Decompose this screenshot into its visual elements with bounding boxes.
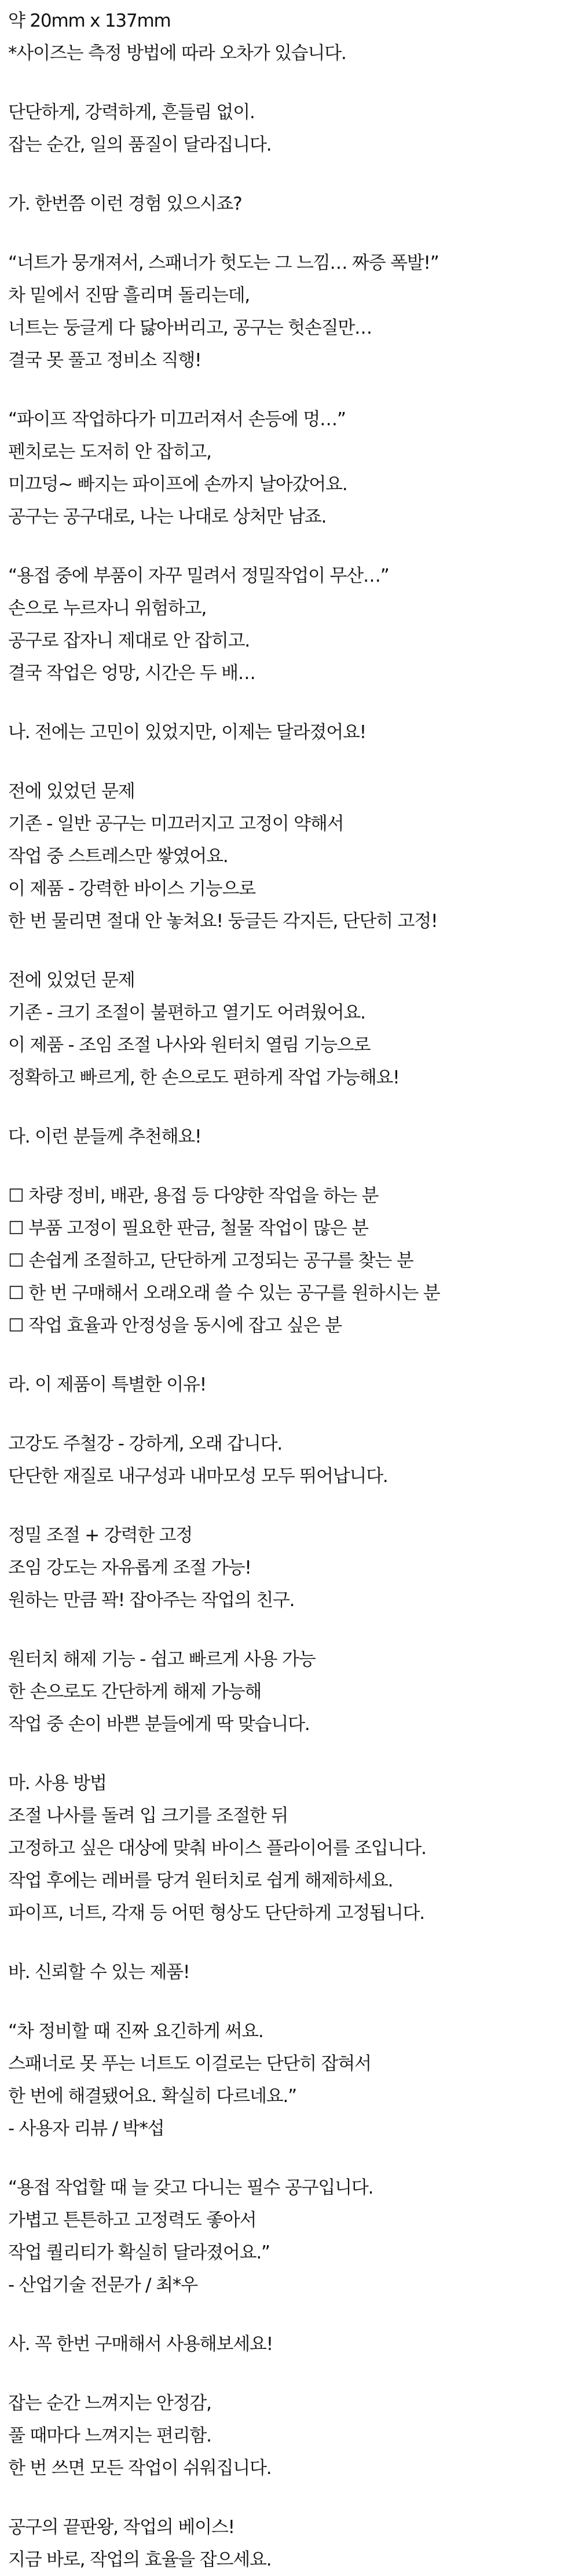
- paragraph-spacer: [8, 1617, 571, 1643]
- text-line: 다. 이런 분들께 추천해요!: [8, 1126, 201, 1147]
- text-line: 전에 있었던 문제: [8, 781, 135, 802]
- text-block-recommend-list: [8, 1180, 571, 1342]
- text-line: 정확하고 빠르게, 한 손으로도 편하게 작업 가능해요!: [8, 1067, 400, 1088]
- text-line: 한 번 물리면 절대 안 놓쳐요! 둥글든 각지든, 단단히 고정!: [8, 911, 438, 932]
- text-line: “용접 중에 부품이 자꾸 밀려서 정밀작업이 무산…”: [8, 565, 389, 586]
- text-block-experience-1: [8, 247, 571, 377]
- paragraph-spacer: [8, 1401, 571, 1428]
- text-line: 공구의 끝판왕, 작업의 베이스!: [8, 2517, 234, 2538]
- text-line: 한 번 쓰면 모든 작업이 쉬워집니다.: [8, 2458, 272, 2479]
- text-block-closing-1: [8, 2387, 571, 2484]
- paragraph-spacer: [8, 1929, 571, 1956]
- paragraph-spacer: [8, 689, 571, 716]
- text-line: 펜치로는 도저히 안 잡히고,: [8, 442, 211, 462]
- text-line: 이 제품 - 조임 조절 나사와 원터치 열림 기능으로: [8, 1035, 371, 1056]
- text-line: 가. 한번쯤 이런 경험 있으시죠?: [8, 194, 242, 214]
- text-block-review-1: [8, 2015, 571, 2145]
- product-description-document: [8, 5, 571, 2576]
- text-line: “용접 작업할 때 늘 갖고 다니는 필수 공구입니다.: [8, 2177, 373, 2198]
- text-line: 마. 사용 방법: [8, 1773, 107, 1794]
- text-block-experience-2: [8, 403, 571, 533]
- text-line: “차 정비할 때 진짜 요긴하게 써요.: [8, 2021, 263, 2042]
- text-block-section-d-heading: [8, 1369, 571, 1401]
- text-block-review-2: [8, 2172, 571, 2301]
- paragraph-spacer: [8, 1741, 571, 1767]
- text-block-section-f-heading: [8, 1956, 571, 1988]
- paragraph-spacer: [8, 1493, 571, 1519]
- text-line: 기존 - 크기 조절이 불편하고 열기도 어려웠어요.: [8, 1002, 365, 1023]
- text-line: 단단하게, 강력하게, 흔들림 없이.: [8, 102, 255, 123]
- text-line: 단단한 재질로 내구성과 내마모성 모두 뛰어납니다.: [8, 1466, 388, 1487]
- text-line: 지금 바로, 작업의 효율을 잡으세요.: [8, 2549, 272, 2570]
- text-block-section-c-heading: [8, 1121, 571, 1153]
- text-line: 미끄덩~ 빠지는 파이프에 손까지 날아갔어요.: [8, 474, 347, 495]
- paragraph-spacer: [8, 2360, 571, 2387]
- text-line: 이 제품 - 강력한 바이스 기능으로: [8, 878, 255, 899]
- text-line: 사. 꼭 한번 구매해서 사용해보세요!: [8, 2334, 273, 2355]
- text-block-size: [8, 5, 571, 70]
- text-line: 작업 중 스트레스만 쌓였어요.: [8, 846, 228, 867]
- text-line: 작업 퀄리티가 확실히 달라졌어요.”: [8, 2242, 270, 2263]
- text-line: 전에 있었던 문제: [8, 970, 135, 991]
- text-line: *사이즈는 측정 방법에 따라 오차가 있습니다.: [8, 43, 346, 64]
- text-block-reason-3: [8, 1643, 571, 1741]
- paragraph-spacer: [8, 1094, 571, 1121]
- text-block-usage: [8, 1767, 571, 1929]
- text-line: 너트는 둥글게 다 닳아버리고, 공구는 헛손질만…: [8, 318, 372, 338]
- text-line: 결국 작업은 엉망, 시간은 두 배…: [8, 663, 255, 684]
- text-line: 파이프, 너트, 각재 등 어떤 형상도 단단하게 고정됩니다.: [8, 1903, 424, 1924]
- paragraph-spacer: [8, 533, 571, 560]
- text-line: ☐ 작업 효율과 안정성을 동시에 잡고 싶은 분: [8, 1315, 342, 1336]
- text-line: 바. 신뢰할 수 있는 제품!: [8, 1962, 190, 1983]
- text-line: 약 20mm x 137mm: [8, 10, 171, 31]
- paragraph-spacer: [8, 377, 571, 403]
- paragraph-spacer: [8, 1153, 571, 1180]
- text-line: - 사용자 리뷰 / 박*섭: [8, 2118, 164, 2139]
- text-line: 손으로 누르자니 위험하고,: [8, 598, 207, 619]
- paragraph-spacer: [8, 161, 571, 188]
- text-line: 조임 강도는 자유롭게 조절 가능!: [8, 1557, 251, 1578]
- text-line: 잡는 순간, 일의 품질이 달라집니다.: [8, 134, 272, 155]
- text-line: ☐ 한 번 구매해서 오래오래 쓸 수 있는 공구를 원하시는 분: [8, 1283, 440, 1304]
- text-line: 한 번에 해결됐어요. 확실히 다르네요.”: [8, 2086, 296, 2107]
- text-block-closing-2: [8, 2511, 571, 2576]
- text-line: ☐ 부품 고정이 필요한 판금, 철물 작업이 많은 분: [8, 1218, 368, 1239]
- text-line: 정밀 조절 + 강력한 고정: [8, 1525, 193, 1546]
- text-line: 한 손으로도 간단하게 해제 가능해: [8, 1681, 262, 1702]
- text-block-tagline: [8, 96, 571, 161]
- text-block-experience-3: [8, 560, 571, 689]
- text-block-reason-1: [8, 1428, 571, 1493]
- text-line: 가볍고 튼튼하고 고정력도 좋아서: [8, 2210, 256, 2231]
- text-line: 공구로 잡자니 제대로 안 잡히고.: [8, 630, 250, 651]
- text-block-problem-1: [8, 775, 571, 937]
- text-line: 고정하고 싶은 대상에 맞춰 바이스 플라이어를 조입니다.: [8, 1838, 426, 1859]
- text-line: 라. 이 제품이 특별한 이유!: [8, 1374, 206, 1395]
- text-line: 결국 못 풀고 정비소 직행!: [8, 350, 201, 371]
- text-line: 작업 중 손이 바쁜 분들에게 딱 맞습니다.: [8, 1714, 310, 1735]
- text-line: “파이프 작업하다가 미끄러져서 손등에 멍…”: [8, 409, 346, 430]
- text-block-section-b-heading: [8, 716, 571, 749]
- text-line: 원터치 해제 기능 - 쉽고 빠르게 사용 가능: [8, 1649, 316, 1670]
- paragraph-spacer: [8, 2301, 571, 2328]
- paragraph-spacer: [8, 1342, 571, 1369]
- text-line: 작업 후에는 레버를 당겨 원터치로 쉽게 해제하세요.: [8, 1870, 393, 1891]
- paragraph-spacer: [8, 937, 571, 964]
- text-line: 스패너로 못 푸는 너트도 이걸로는 단단히 잡혀서: [8, 2053, 371, 2074]
- paragraph-spacer: [8, 2484, 571, 2511]
- paragraph-spacer: [8, 70, 571, 96]
- text-line: 조절 나사를 돌려 입 크기를 조절한 뒤: [8, 1805, 288, 1826]
- text-line: - 산업기술 전문가 / 최*우: [8, 2275, 197, 2296]
- text-line: ☐ 손쉽게 조절하고, 단단하게 고정되는 공구를 찾는 분: [8, 1250, 413, 1271]
- text-line: 고강도 주철강 - 강하게, 오래 갑니다.: [8, 1433, 283, 1454]
- text-line: 기존 - 일반 공구는 미끄러지고 고정이 약해서: [8, 813, 344, 834]
- text-line: 잡는 순간 느껴지는 안정감,: [8, 2393, 211, 2414]
- text-block-problem-2: [8, 964, 571, 1094]
- paragraph-spacer: [8, 220, 571, 247]
- text-line: 풀 때마다 느껴지는 편리함.: [8, 2425, 211, 2446]
- text-line: ☐ 차량 정비, 배관, 용접 등 다양한 작업을 하는 분: [8, 1185, 379, 1206]
- text-block-section-a-heading: [8, 188, 571, 220]
- text-line: 원하는 만큼 꽉! 잡아주는 작업의 친구.: [8, 1590, 295, 1611]
- paragraph-spacer: [8, 2145, 571, 2172]
- text-line: 나. 전에는 고민이 있었지만, 이제는 달라졌어요!: [8, 722, 366, 743]
- paragraph-spacer: [8, 749, 571, 775]
- text-line: 차 밑에서 진땀 흘리며 돌리는데,: [8, 285, 250, 306]
- text-block-reason-2: [8, 1519, 571, 1617]
- paragraph-spacer: [8, 1988, 571, 2015]
- text-line: “너트가 뭉개져서, 스패너가 헛도는 그 느낌… 짜증 폭발!”: [8, 253, 439, 273]
- text-line: 공구는 공구대로, 나는 나대로 상처만 남죠.: [8, 506, 327, 527]
- text-block-section-g-heading: [8, 2328, 571, 2360]
